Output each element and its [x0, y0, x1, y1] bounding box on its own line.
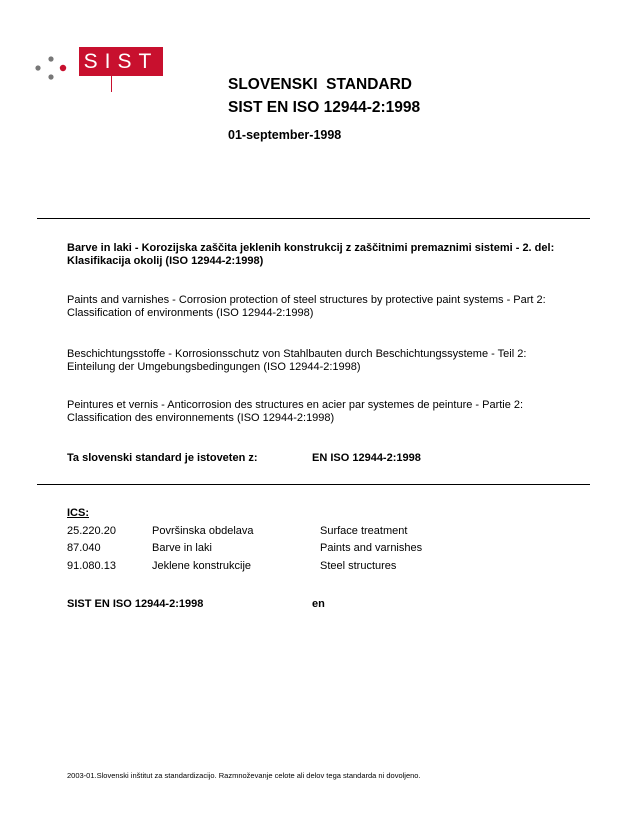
ics-english: Steel structures	[320, 560, 397, 572]
ics-code: 25.220.20	[67, 525, 116, 537]
identical-label: Ta slovenski standard je istoveten z:	[67, 452, 258, 464]
standard-type-heading: SLOVENSKI STANDARD	[228, 76, 413, 93]
identical-value: EN ISO 12944-2:1998	[312, 452, 421, 464]
ics-slovenian: Barve in laki	[152, 542, 212, 554]
standard-code-heading: SIST EN ISO 12944-2:1998	[228, 99, 421, 116]
logo-dots-icon	[33, 55, 73, 85]
ics-slovenian: Jeklene konstrukcije	[152, 560, 252, 572]
ics-row	[67, 560, 567, 574]
ics-row	[67, 525, 567, 539]
middle-divider	[37, 484, 590, 485]
logo-divider	[111, 76, 112, 92]
ics-english: Paints and varnishes	[320, 542, 423, 554]
copyright-footer: 2003-01.Slovenski inštitut za standardizacijo. Razmnoževanje celote ali delov tega standarda ni dovoljeno.	[67, 771, 421, 780]
top-divider	[37, 218, 590, 219]
sist-logo: SIST	[79, 47, 163, 76]
ics-english: Surface treatment	[320, 525, 408, 537]
publication-date: 01-september-1998	[228, 128, 342, 142]
title-english: Paints and varnishes - Corrosion protection of steel structures by protective paint systems - Part 2: Classification of environments (ISO 12944-2:1998)	[67, 294, 546, 319]
title-slovenian: Barve in laki - Korozijska zaščita jeklenih konstrukcij z zaščitnimi premaznimi sistemi - 2. del: Klasifikacija okolij (ISO 12944-2:1998)	[67, 242, 555, 267]
title-french: Peintures et vernis - Anticorrosion des structures en acier par systemes de peinture - Partie 2: Classification des environnements (ISO 12944-2:1998)	[67, 399, 524, 424]
document-language: en	[312, 598, 325, 610]
document-code: SIST EN ISO 12944-2:1998	[67, 598, 204, 610]
ics-heading: ICS:	[67, 507, 89, 519]
title-german: Beschichtungsstoffe - Korrosionsschutz von Stahlbauten durch Beschichtungssysteme - Teil 2: Einteilung der Umgebungsbedingungen (ISO 12944-2:1998)	[67, 348, 527, 373]
ics-row	[67, 542, 567, 556]
ics-code: 87.040	[67, 542, 101, 554]
ics-slovenian: Površinska obdelava	[152, 525, 254, 537]
ics-code: 91.080.13	[67, 560, 116, 572]
